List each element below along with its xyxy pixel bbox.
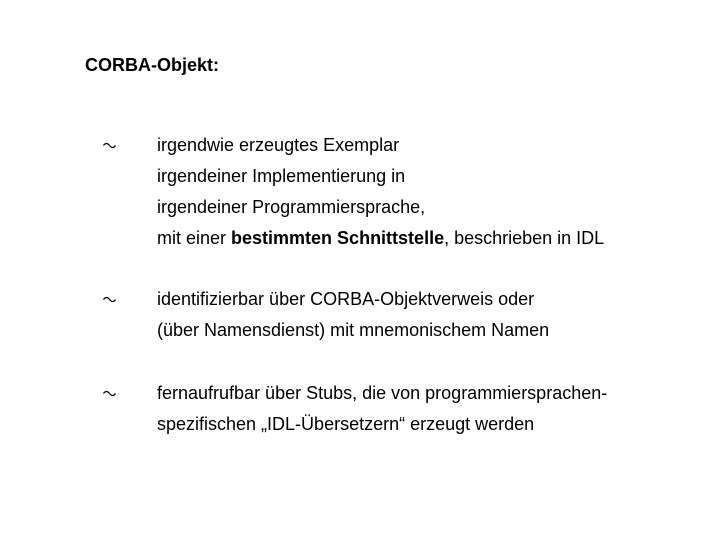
bullet-line-text: , beschrieben in IDL bbox=[444, 228, 605, 248]
bullet-line: identifizierbar über CORBA-Objektverweis oder bbox=[157, 289, 535, 309]
bullet-line-emphasis: bestimmten Schnittstelle bbox=[231, 228, 445, 248]
slide-title: CORBA-Objekt: bbox=[85, 55, 219, 75]
bullet-icon bbox=[103, 142, 116, 149]
bullet-icon bbox=[103, 390, 116, 397]
bullet-line-text: mit einer bbox=[157, 228, 232, 248]
bullet-line: irgendwie erzeugtes Exemplar bbox=[157, 135, 400, 155]
bullet-line: (über Namensdienst) mit mnemonischem Namen bbox=[157, 320, 550, 340]
bullet-icon bbox=[103, 296, 116, 303]
bullet-line: fernaufrufbar über Stubs, die von programmiersprachen- bbox=[157, 383, 608, 403]
bullet-line: spezifischen „IDL-Übersetzern“ erzeugt werden bbox=[157, 414, 535, 434]
bullet-line bbox=[157, 227, 604, 249]
bullet-line: irgendeiner Programmiersprache, bbox=[157, 197, 426, 217]
bullet-line: irgendeiner Implementierung in bbox=[157, 166, 406, 186]
